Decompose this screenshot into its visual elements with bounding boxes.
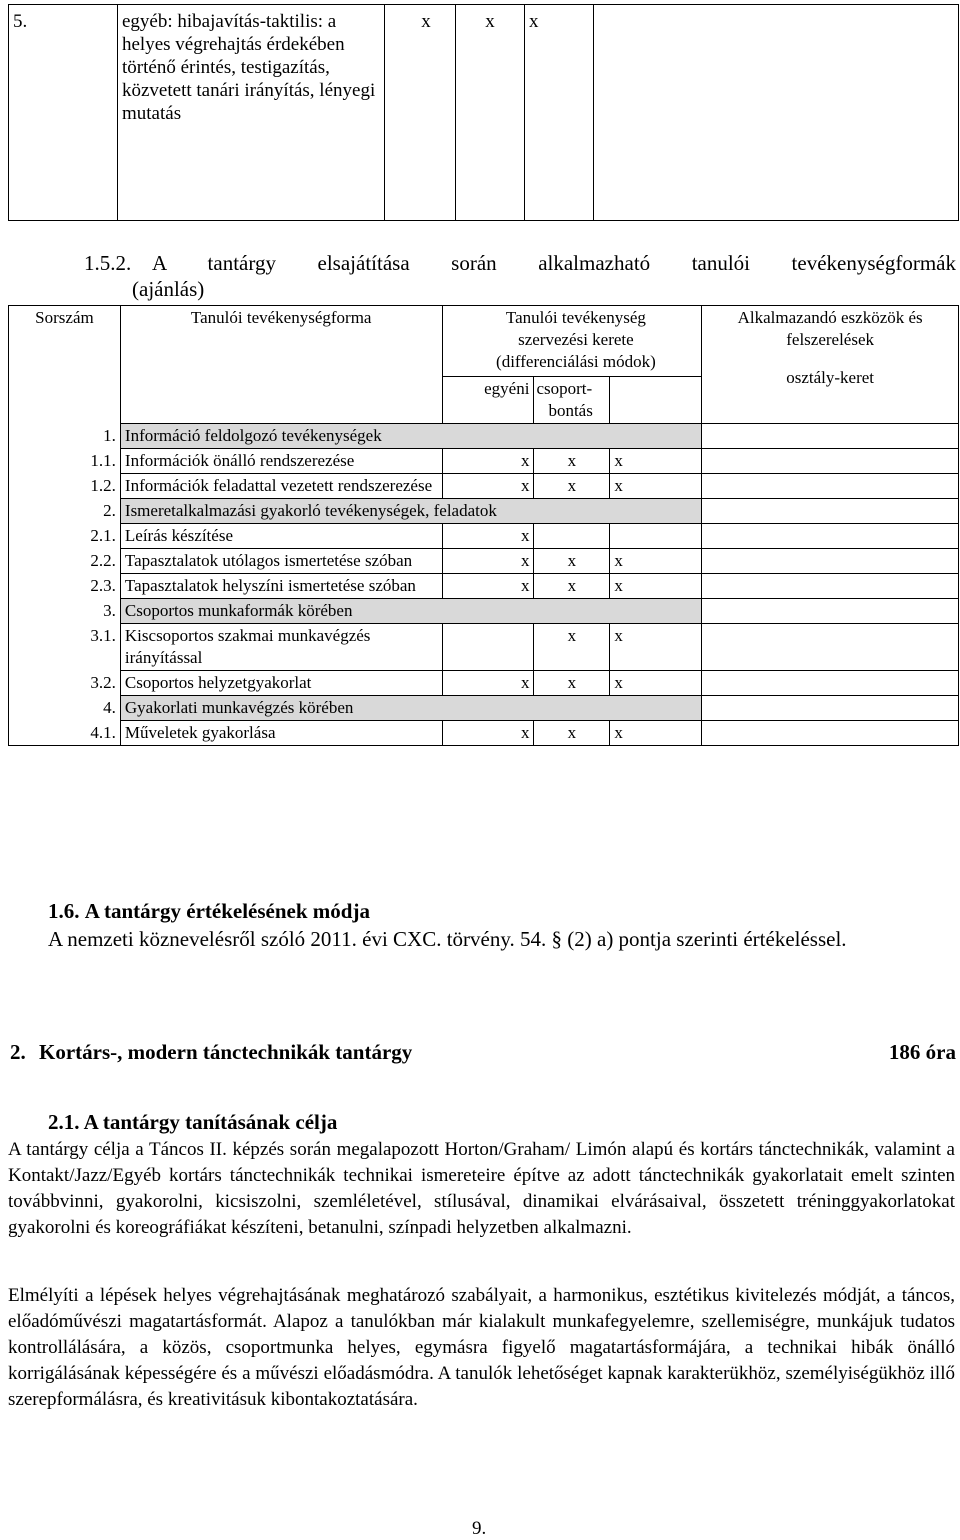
eszkozok-cell [702, 696, 959, 721]
table-section-row [9, 599, 959, 624]
table-row [9, 5, 959, 221]
mark-osztaly: x [610, 721, 702, 746]
eszkozok-cell [702, 499, 959, 524]
mark-osztaly: x [610, 671, 702, 696]
mark-egyeni: x [442, 549, 534, 574]
table-row [9, 449, 959, 474]
row-number: 3.2. [9, 671, 121, 696]
chapter-number: 2. [10, 1040, 26, 1064]
header-csoport: csoport- bontás [534, 377, 610, 424]
mark-cell [525, 5, 594, 221]
empty-cell [594, 5, 959, 221]
table-row [9, 549, 959, 574]
paragraph: A tantárgy célja a Táncos II. képzés során megalapozott Horton/Graham/ Limón alapú és kortárs tánctechnikák, valamint a Kontakt/Jazz/Egyéb kortárs tánctechnikák technikai ismereteire építve az adott tánctechnikák gyakorlatait emelt szinten továbbvinni, gyakorolni, kicsiszolni, szemléletével, stílusával, dinamikai elvárásaival, összetett tréninggyakorlatokat gyakorolni és koreográfiákat készíteni, betanulni, színpadi helyzetben alkalmazni. [8, 1139, 955, 1238]
eszkozok-cell [702, 721, 959, 746]
page-number: 9. [472, 1518, 487, 1539]
mark-csoport: x [534, 721, 610, 746]
row-number: 4. [9, 696, 121, 721]
row-number: 4.1. [9, 721, 121, 746]
mark-egyeni: x [442, 524, 534, 549]
table-row [9, 721, 959, 746]
row-number: 2. [9, 499, 121, 524]
header-forma: Tanulói tevékenységforma [120, 306, 442, 424]
mark-csoport [534, 524, 610, 549]
header-keret: Tanulói tevékenység szervezési kerete (differenciálási módok) [442, 306, 702, 377]
header-egyeni: egyéni [442, 377, 534, 424]
header-eszkozok-text: Alkalmazandó eszközök és felszerelések [737, 308, 923, 349]
section-label: Csoportos munkaformák körében [120, 599, 701, 624]
section-label: Gyakorlati munkavégzés körében [120, 696, 701, 721]
eszkozok-cell [702, 474, 959, 499]
mark-cell [385, 5, 456, 221]
row-label: Csoportos helyzetgyakorlat [120, 671, 442, 696]
table-section-row [9, 424, 959, 449]
row-number: 1.1. [9, 449, 121, 474]
eszkozok-cell [702, 624, 959, 671]
row-number: 5. [9, 5, 118, 221]
section-heading-21 [48, 1110, 337, 1135]
mark-egyeni: x [442, 574, 534, 599]
mark-egyeni [442, 624, 534, 671]
row-text: egyéb: hibajavítás-taktilis: a helyes végrehajtás érdekében történő érintés, testigazítás, közvetett tanári irányítás, lényegi mutatás [118, 5, 385, 221]
row-label: Információk feladattal vezetett rendszerezése [120, 474, 442, 499]
eszkozok-cell [702, 424, 959, 449]
table-row [9, 671, 959, 696]
row-label: Tapasztalatok utólagos ismertetése szóban [120, 549, 442, 574]
header-empty [610, 377, 702, 424]
chapter-hours: 186 óra [888, 1040, 956, 1064]
mark-csoport: x [534, 474, 610, 499]
mark: x [421, 11, 431, 32]
table-row [9, 624, 959, 671]
header-sorszam: Sorszám [9, 306, 121, 424]
eszkozok-cell [702, 524, 959, 549]
mark-csoport: x [534, 449, 610, 474]
table-row [9, 524, 959, 549]
header-eszkozok [702, 306, 959, 424]
chapter-title: Kortárs-, modern tánctechnikák tantárgy [39, 1040, 413, 1064]
mark-osztaly: x [610, 574, 702, 599]
row-label: Műveletek gyakorlása [120, 721, 442, 746]
header-row [9, 306, 959, 377]
section-title: A tantárgy tanításának célja [83, 1110, 338, 1134]
mark-csoport: x [534, 574, 610, 599]
row-label: Leírás készítése [120, 524, 442, 549]
section-number: 1.6. [48, 899, 80, 923]
row-label: Tapasztalatok helyszíni ismertetése szóban [120, 574, 442, 599]
row-number: 2.1. [9, 524, 121, 549]
section-title-cont: (ajánlás) [132, 277, 205, 301]
mark-csoport: x [534, 671, 610, 696]
table-row [9, 574, 959, 599]
row-number: 2.2. [9, 549, 121, 574]
eszkozok-cell [702, 549, 959, 574]
table-section-row [9, 696, 959, 721]
mark-cell [456, 5, 525, 221]
mark-egyeni: x [442, 671, 534, 696]
mark-osztaly [610, 524, 702, 549]
row-number: 1. [9, 424, 121, 449]
section-heading-16 [48, 898, 370, 924]
eszkozok-cell [702, 574, 959, 599]
section-label: Ismeretalkalmazási gyakorló tevékenységek, feladatok [120, 499, 701, 524]
section-number: 2.1. [48, 1110, 80, 1134]
activity-table [8, 305, 959, 746]
section-title: A tantárgy elsajátítása során alkalmazható tanulói tevékenységformák [152, 251, 956, 275]
row-number: 1.2. [9, 474, 121, 499]
row-number: 2.3. [9, 574, 121, 599]
row-label: Kiscsoportos szakmai munkavégzés irányítással [120, 624, 442, 671]
mark-osztaly: x [610, 474, 702, 499]
row-number: 3. [9, 599, 121, 624]
paragraph: Elmélyíti a lépések helyes végrehajtásának meghatározó szabályait, a harmonikus, esztétikus kivitelezés módját, a táncos, előadóművészi magatartásformát. Alapoz a tanulókban már kialakult munkafegyelemre, szellemiségre, munkájuk tudatos kontrollálására, a közös, csoportmunka helyes, egymásra figyelő magatartásformájára, a technikai hibák önálló korrigálásának képességére és a művészi előadásmódra. A tanulók lehetőséget kapnak karakterükhöz, személyiségükhöz illő szerepformálásra, és kreativitásuk kibontakoztatására. [8, 1285, 955, 1410]
table-row [9, 474, 959, 499]
mark-osztaly: x [610, 549, 702, 574]
mark-egyeni: x [442, 721, 534, 746]
section-16-text: A nemzeti köznevelésről szóló 2011. évi CXC. törvény. 54. § (2) a) pontja szerinti értékeléssel. [48, 927, 847, 951]
mark: x [529, 11, 539, 32]
eszkozok-cell [702, 671, 959, 696]
section-title: A tantárgy értékelésének módja [84, 899, 370, 923]
mark-osztaly: x [610, 449, 702, 474]
section-number: 1.5.2. [84, 251, 132, 275]
header-osztaly: osztály-keret [786, 368, 875, 387]
section-label: Információ feldolgozó tevékenységek [120, 424, 701, 449]
mark: x [485, 11, 495, 32]
table-section-row [9, 499, 959, 524]
top-table [8, 4, 959, 221]
row-label: Információk önálló rendszerezése [120, 449, 442, 474]
section-heading-152 [84, 250, 956, 302]
chapter-heading [10, 1040, 412, 1065]
mark-csoport: x [534, 624, 610, 671]
mark-egyeni: x [442, 474, 534, 499]
eszkozok-cell [702, 599, 959, 624]
mark-egyeni: x [442, 449, 534, 474]
row-number: 3.1. [9, 624, 121, 671]
eszkozok-cell [702, 449, 959, 474]
mark-osztaly: x [610, 624, 702, 671]
mark-csoport: x [534, 549, 610, 574]
